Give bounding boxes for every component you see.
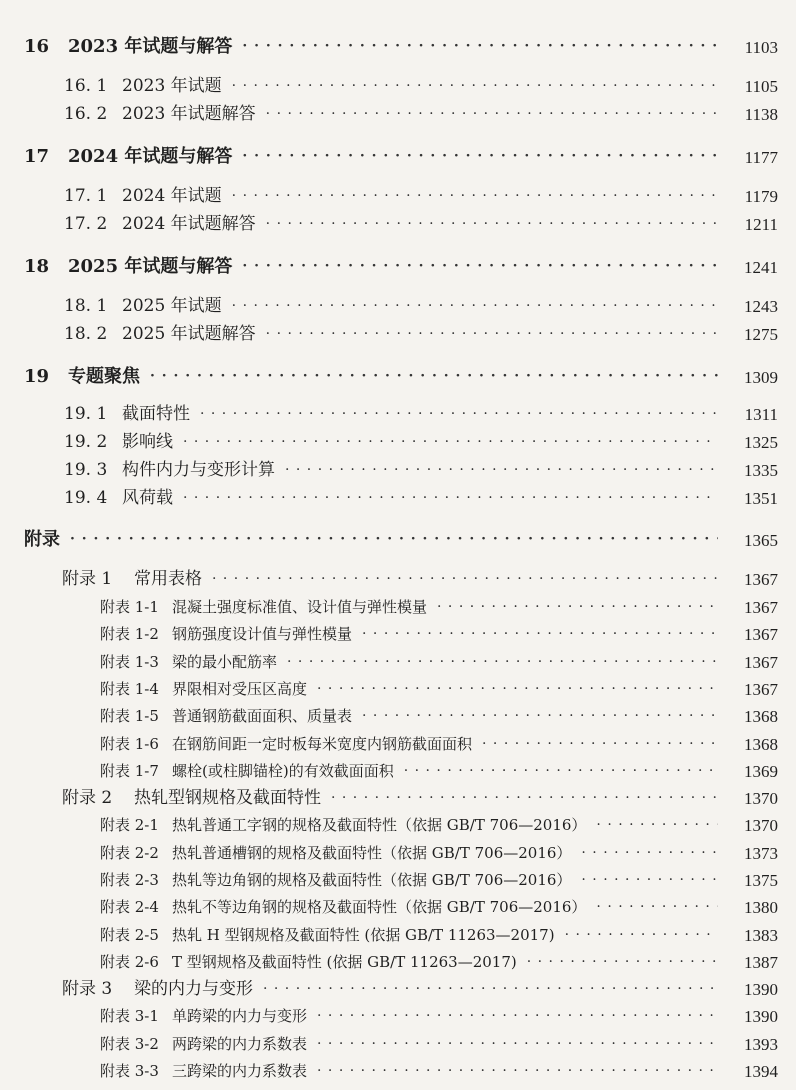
- toc-section-18-1[interactable]: [64, 298, 778, 315]
- appendix-item-number: 附录 3: [62, 979, 113, 999]
- dot-leader: [596, 900, 718, 914]
- dot-leader: [565, 928, 718, 942]
- table-title: 热轧普通槽钢的规格及截面特性（依据 GB/T 706—2016）: [172, 844, 572, 862]
- toc-appendix-1[interactable]: [62, 571, 778, 588]
- section-page: 1211: [744, 215, 778, 234]
- table-page: 1370: [744, 816, 778, 835]
- toc-section-16-1[interactable]: [64, 78, 778, 95]
- dot-leader: [404, 764, 718, 778]
- section-page: 1311: [744, 405, 778, 424]
- table-page: 1380: [744, 898, 778, 917]
- dot-leader: [317, 1009, 718, 1023]
- chapter-number: 19: [24, 366, 50, 387]
- section-page: 1325: [744, 433, 778, 452]
- dot-leader: [317, 1064, 718, 1078]
- appendix-item-number: 附录 1: [62, 569, 113, 589]
- table-page: 1368: [744, 707, 778, 726]
- appendix-item-title: 热轧型钢规格及截面特性: [134, 788, 321, 808]
- appendix-item-page: 1367: [744, 570, 778, 589]
- table-title: 混凝土强度标准值、设计值与弹性模量: [172, 598, 428, 616]
- table-number: 附表 2-1: [100, 816, 159, 834]
- toc-table-1-4[interactable]: [100, 681, 778, 698]
- table-number: 附表 2-6: [100, 953, 159, 971]
- table-title: 三跨梁的内力系数表: [172, 1062, 308, 1080]
- section-number: 16. 2: [64, 104, 108, 124]
- dot-leader: [242, 39, 718, 53]
- section-number: 19. 4: [64, 488, 108, 508]
- section-number: 19. 1: [64, 404, 108, 424]
- table-title: 普通钢筋截面面积、质量表: [172, 707, 353, 725]
- toc-table-1-3[interactable]: [100, 654, 778, 671]
- toc-section-17-2[interactable]: [64, 216, 778, 233]
- toc-table-2-3[interactable]: [100, 872, 778, 889]
- toc-table-2-6[interactable]: [100, 954, 778, 971]
- section-title: 2024 年试题解答: [122, 214, 256, 234]
- table-number: 附表 1-7: [100, 762, 159, 780]
- chapter-title: 专题聚焦: [68, 366, 140, 387]
- toc-table-1-5[interactable]: [100, 708, 778, 725]
- table-page: 1393: [744, 1035, 778, 1054]
- table-number: 附表 2-2: [100, 844, 159, 862]
- table-number: 附表 2-4: [100, 898, 159, 916]
- chapter-number: 18: [24, 256, 50, 277]
- toc-appendix-2[interactable]: [62, 790, 778, 807]
- toc-section-17-1[interactable]: [64, 188, 778, 205]
- dot-leader: [527, 955, 718, 969]
- table-page: 1373: [744, 844, 778, 863]
- dot-leader: [317, 1037, 718, 1051]
- dot-leader: [596, 818, 718, 832]
- dot-leader: [266, 327, 718, 341]
- dot-leader: [287, 655, 718, 669]
- chapter-title: 2023 年试题与解答: [68, 36, 233, 57]
- dot-leader: [362, 709, 718, 723]
- section-page: 1179: [744, 187, 778, 206]
- table-page: 1394: [744, 1062, 778, 1081]
- chapter-title: 2025 年试题与解答: [68, 256, 233, 277]
- dot-leader: [212, 572, 718, 586]
- dot-leader: [242, 149, 718, 163]
- section-number: 16. 1: [64, 76, 108, 96]
- toc-table-2-1[interactable]: [100, 817, 778, 834]
- table-title: T 型钢规格及截面特性 (依据 GB/T 11263—2017): [172, 953, 517, 971]
- section-number: 19. 3: [64, 460, 108, 480]
- dot-leader: [266, 107, 718, 121]
- section-title: 2023 年试题解答: [122, 104, 256, 124]
- table-title: 螺栓(或柱脚锚栓)的有效截面面积: [172, 762, 394, 780]
- appendix-item-page: 1390: [744, 980, 778, 999]
- table-number: 附表 1-3: [100, 653, 159, 671]
- table-page: 1375: [744, 871, 778, 890]
- toc-table-2-2[interactable]: [100, 845, 778, 862]
- table-number: 附表 1-4: [100, 680, 159, 698]
- section-page: 1243: [744, 297, 778, 316]
- toc-table-2-5[interactable]: [100, 927, 778, 944]
- toc-appendix[interactable]: [24, 531, 778, 549]
- section-page: 1138: [744, 105, 778, 124]
- section-number: 18. 1: [64, 296, 108, 316]
- dot-leader: [232, 299, 718, 313]
- toc-section-19-2[interactable]: [64, 434, 778, 451]
- section-title: 构件内力与变形计算: [122, 460, 275, 480]
- table-title: 界限相对受压区高度: [172, 680, 308, 698]
- section-title: 影响线: [122, 432, 173, 452]
- table-page: 1367: [744, 653, 778, 672]
- table-title: 热轧 H 型钢规格及截面特性 (依据 GB/T 11263—2017): [172, 926, 555, 944]
- toc-table-1-6[interactable]: [100, 736, 778, 753]
- section-title: 2024 年试题: [122, 186, 222, 206]
- table-page: 1367: [744, 625, 778, 644]
- dot-leader: [242, 259, 718, 273]
- dot-leader: [232, 79, 718, 93]
- appendix-item-title: 常用表格: [134, 569, 202, 589]
- toc-chapter-17[interactable]: [24, 148, 778, 166]
- toc-section-19-3[interactable]: [64, 462, 778, 479]
- section-number: 17. 2: [64, 214, 108, 234]
- table-number: 附表 1-2: [100, 625, 159, 643]
- table-number: 附表 3-2: [100, 1035, 159, 1053]
- section-title: 2025 年试题: [122, 296, 222, 316]
- table-title: 在钢筋间距一定时板每米宽度内钢筋截面面积: [172, 735, 473, 753]
- table-number: 附表 2-5: [100, 926, 159, 944]
- toc-chapter-16[interactable]: [24, 38, 778, 56]
- toc-table-2-4[interactable]: [100, 899, 778, 916]
- toc-section-19-1[interactable]: [64, 406, 778, 423]
- section-page: 1335: [744, 461, 778, 480]
- chapter-title: 2024 年试题与解答: [68, 146, 233, 167]
- toc-table-1-1[interactable]: [100, 599, 778, 616]
- table-page: 1390: [744, 1007, 778, 1026]
- dot-leader: [183, 491, 718, 505]
- table-page: 1383: [744, 926, 778, 945]
- table-title: 两跨梁的内力系数表: [172, 1035, 308, 1053]
- dot-leader: [362, 627, 718, 641]
- toc-section-16-2[interactable]: [64, 106, 778, 123]
- dot-leader: [317, 682, 718, 696]
- dot-leader: [331, 791, 718, 805]
- table-title: 钢筋强度设计值与弹性模量: [172, 625, 353, 643]
- dot-leader: [266, 217, 718, 231]
- toc-table-1-7[interactable]: [100, 763, 778, 780]
- toc-table-3-1[interactable]: [100, 1008, 778, 1025]
- table-page: 1367: [744, 598, 778, 617]
- appendix-item-number: 附录 2: [62, 788, 113, 808]
- table-page: 1367: [744, 680, 778, 699]
- table-number: 附表 1-1: [100, 598, 159, 616]
- dot-leader: [200, 407, 718, 421]
- section-title: 2023 年试题: [122, 76, 222, 96]
- table-number: 附表 2-3: [100, 871, 159, 889]
- dot-leader: [263, 982, 718, 996]
- toc-chapter-19[interactable]: [24, 368, 778, 386]
- table-number: 附表 3-3: [100, 1062, 159, 1080]
- chapter-number: 17: [24, 146, 50, 167]
- dot-leader: [70, 532, 718, 546]
- table-title: 热轧等边角钢的规格及截面特性（依据 GB/T 706—2016）: [172, 871, 572, 889]
- chapter-number: 16: [24, 36, 50, 57]
- section-number: 17. 1: [64, 186, 108, 206]
- toc-table-3-2[interactable]: [100, 1036, 778, 1053]
- toc-table-1-2[interactable]: [100, 626, 778, 643]
- dot-leader: [482, 737, 718, 751]
- dot-leader: [183, 435, 718, 449]
- toc-section-19-4[interactable]: [64, 490, 778, 507]
- toc-chapter-18[interactable]: [24, 258, 778, 276]
- table-title: 单跨梁的内力与变形: [172, 1007, 308, 1025]
- table-title: 梁的最小配筋率: [172, 653, 278, 671]
- toc-table-3-3[interactable]: [100, 1063, 778, 1080]
- appendix-item-title: 梁的内力与变形: [134, 979, 253, 999]
- table-title: 热轧普通工字钢的规格及截面特性（依据 GB/T 706—2016）: [172, 816, 587, 834]
- table-page: 1387: [744, 953, 778, 972]
- section-page: 1105: [744, 77, 778, 96]
- chapter-page: 1241: [744, 257, 778, 277]
- section-title: 风荷载: [122, 488, 173, 508]
- table-number: 附表 3-1: [100, 1007, 159, 1025]
- chapter-page: 1309: [744, 367, 778, 387]
- section-title: 截面特性: [122, 404, 190, 424]
- dot-leader: [581, 846, 718, 860]
- chapter-page: 1103: [744, 37, 778, 57]
- appendix-item-page: 1370: [744, 789, 778, 808]
- dot-leader: [285, 463, 718, 477]
- appendix-page: 1365: [744, 530, 778, 550]
- table-title: 热轧不等边角钢的规格及截面特性（依据 GB/T 706—2016）: [172, 898, 587, 916]
- appendix-title: 附录: [24, 529, 60, 550]
- section-title: 2025 年试题解答: [122, 324, 256, 344]
- table-page: 1368: [744, 735, 778, 754]
- table-number: 附表 1-5: [100, 707, 159, 725]
- toc-appendix-3[interactable]: [62, 981, 778, 998]
- section-number: 19. 2: [64, 432, 108, 452]
- chapter-page: 1177: [744, 147, 778, 167]
- toc-section-18-2[interactable]: [64, 326, 778, 343]
- dot-leader: [232, 189, 718, 203]
- table-number: 附表 1-6: [100, 735, 159, 753]
- table-page: 1369: [744, 762, 778, 781]
- dot-leader: [150, 369, 718, 383]
- dot-leader: [581, 873, 718, 887]
- section-page: 1351: [744, 489, 778, 508]
- section-number: 18. 2: [64, 324, 108, 344]
- section-page: 1275: [744, 325, 778, 344]
- dot-leader: [437, 600, 718, 614]
